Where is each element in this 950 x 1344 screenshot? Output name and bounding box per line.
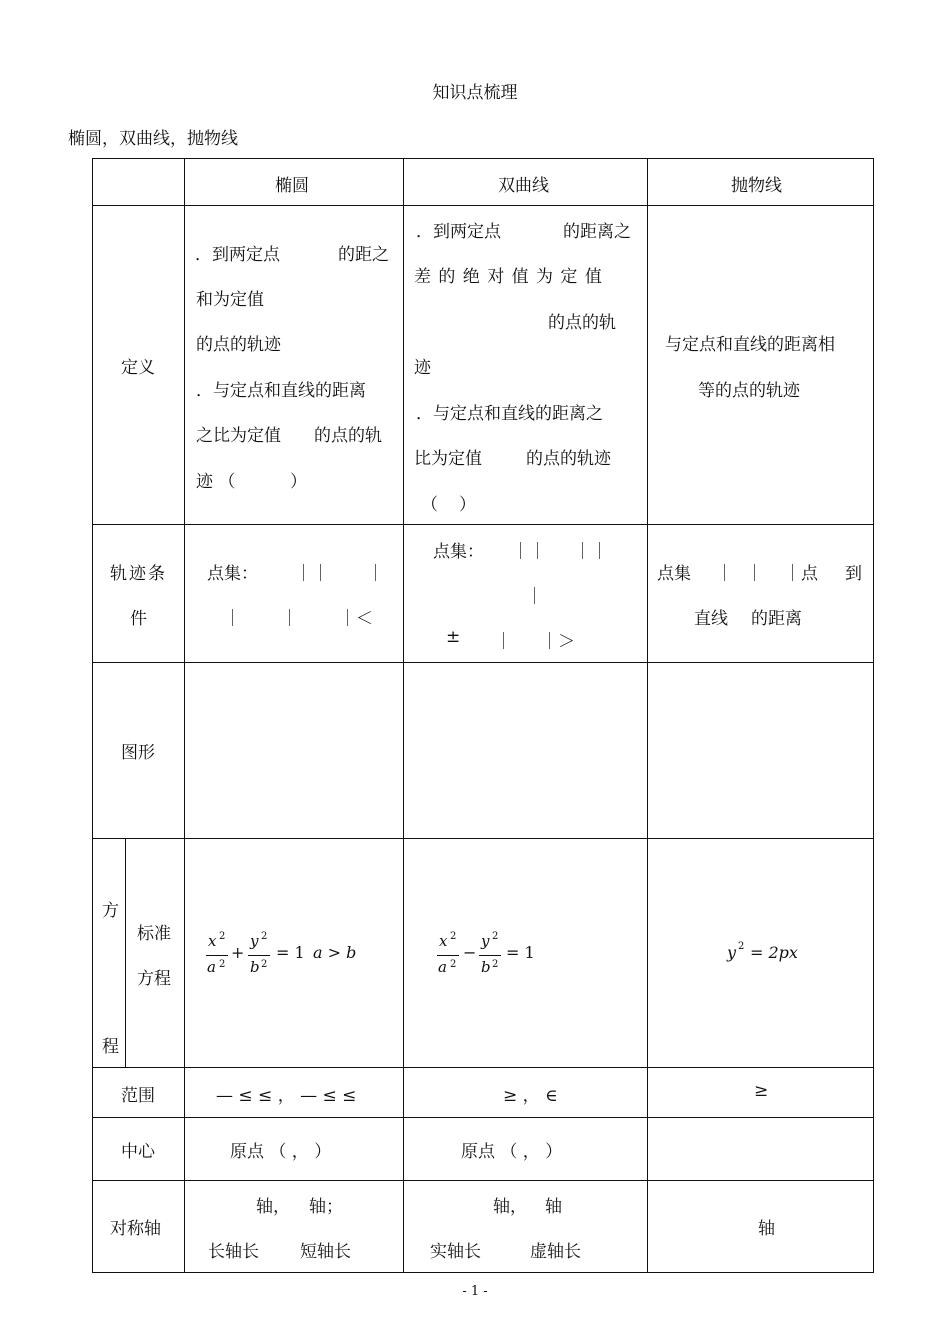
row-label-center: 中心 [121,1142,155,1162]
range-hyperbola: ≥ ， ∈ [503,1086,558,1106]
row-label-axis: 对称轴 [110,1219,161,1239]
row-label-locus: 轨迹条 [110,564,167,584]
axis-parabola: 轴 [758,1219,775,1239]
range-ellipse: — ≤ ≤ ， — ≤ ≤ [216,1086,357,1106]
range-parabola: ≥ [754,1081,769,1101]
row-label-equation: 方 [102,901,119,921]
center-hyperbola: 原点 （ ， ） [461,1142,563,1162]
row-label-locus-cont: 件 [130,609,147,629]
row-label-equation-cont: 程 [102,1037,119,1057]
header-hyperbola: 双曲线 [498,176,549,196]
header-parabola: 抛物线 [731,176,782,196]
section-heading: 椭圆，双曲线，抛物线 [68,129,238,149]
center-ellipse: 原点 （ ， ） [230,1142,332,1162]
row-label-standard-cont: 方程 [137,969,171,989]
header-ellipse: 椭圆 [275,176,309,196]
row-label-range: 范围 [121,1086,155,1106]
row-label-definition: 定义 [121,358,155,378]
row-label-standard: 标准 [137,924,171,944]
page-title: 知识点梳理 [432,83,518,103]
page-number: - 1 - [462,1284,488,1299]
row-label-figure: 图形 [121,743,155,763]
